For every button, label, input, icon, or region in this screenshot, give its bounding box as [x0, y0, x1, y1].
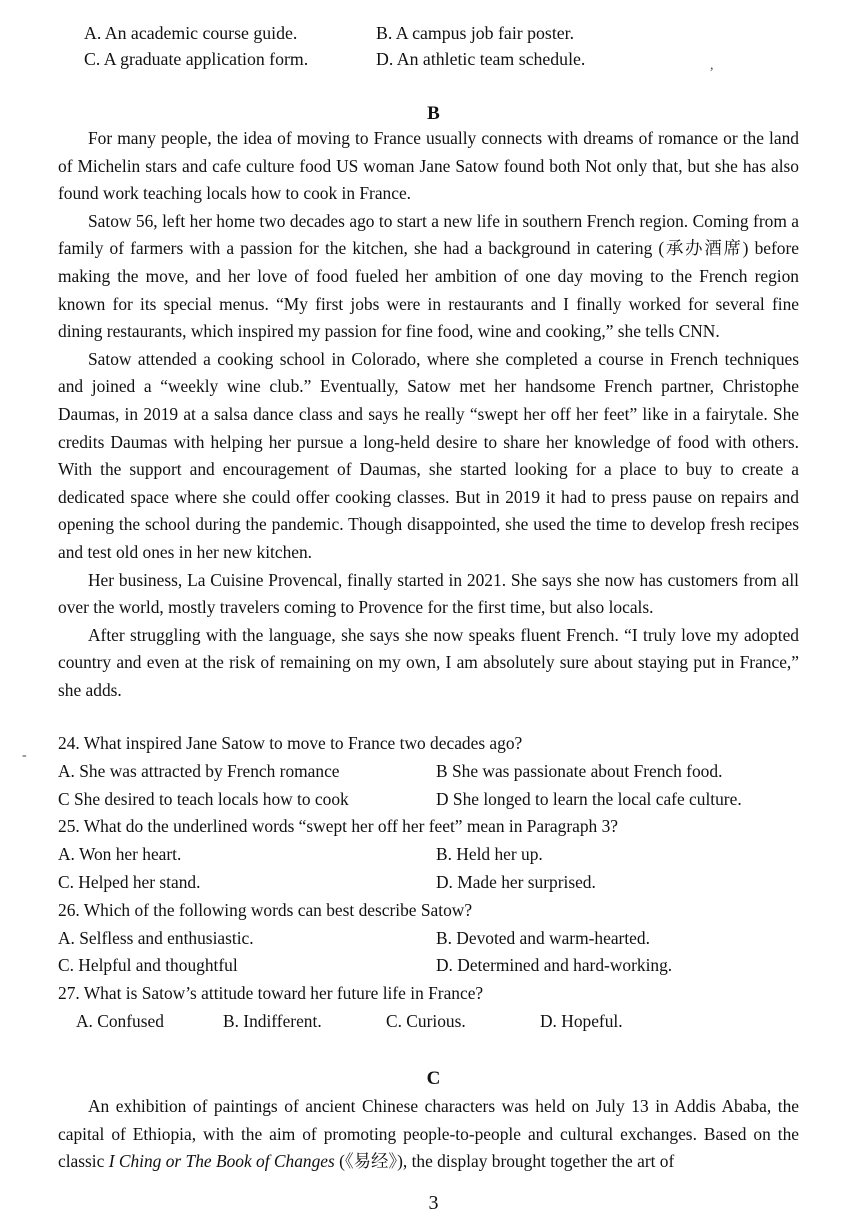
section-b-heading: B — [427, 103, 440, 124]
book-title: I Ching or The Book of Changes — [108, 1151, 335, 1172]
answer-option[interactable]: A. Won her heart. — [58, 844, 182, 865]
option-d[interactable]: D. An athletic team schedule. — [376, 49, 586, 69]
paragraph: For many people, the idea of moving to France usually connects with dreams of romance or the land of Michelin stars and cafe culture food US woman Jane Satow found both Not only that, but she has also found work teaching locals how to cook in France. — [58, 128, 799, 204]
option-b[interactable]: B. A campus job fair poster. — [376, 23, 575, 43]
answer-option[interactable]: A. Selfless and enthusiastic. — [58, 927, 254, 948]
question-stem: 25. What do the underlined words “swept her off her feet” mean in Paragraph 3? — [58, 816, 619, 837]
answer-option[interactable]: B. Held her up. — [436, 844, 543, 865]
answer-option[interactable]: D She longed to learn the local cafe culture. — [436, 788, 742, 809]
question-stem: 27. What is Satow’s attitude toward her future life in France? — [58, 983, 484, 1004]
scan-mark-icon: - — [22, 748, 27, 763]
paragraph: Satow 56, left her home two decades ago to start a new life in southern French region. Coming from a family of farmers with a passion for the kitchen, she had a background in catering (承办酒席) before making the move, and her love of food fueled her ambition of one day moving to the French region known for its special menus. “My first jobs were in restaurants and I finally worked for several fine dining restaurants, which inspired my passion for fine food, wine and cooking,” she tells CNN. — [58, 210, 799, 342]
paragraph-text: (《易经》), the display brought together the art of — [334, 1151, 675, 1172]
answer-option[interactable]: D. Hopeful. — [540, 1010, 623, 1031]
option-a[interactable]: A. An academic course guide. — [84, 23, 298, 43]
section-b-passage — [58, 125, 799, 704]
question-stem: 24. What inspired Jane Satow to move to France two decades ago? — [58, 733, 523, 753]
answer-option[interactable]: A. Confused — [76, 1010, 164, 1031]
paragraph: After struggling with the language, she says she now speaks fluent French. “I truly love my adopted country and even at the risk of remaining on my own, I am absolutely sure about staying put in France,” she adds. — [58, 624, 799, 700]
previous-question-options — [0, 20, 867, 72]
scan-mark-icon: , — [710, 58, 714, 73]
question-list — [58, 730, 818, 1036]
option-c[interactable]: C. A graduate application form. — [84, 49, 309, 69]
answer-option[interactable]: D. Made her surprised. — [436, 871, 596, 892]
paragraph-text: An exhibition of paintings of ancient Chinese characters was held on July 13 in Addis Ababa, the capital of Ethiopia, with the aim of promoting people-to-people and cultural exchanges. Based on the classic — [58, 1096, 799, 1172]
answer-option[interactable]: B. Indifferent. — [223, 1010, 322, 1031]
answer-option[interactable]: D. Determined and hard-working. — [436, 955, 673, 976]
section-c-heading: C — [426, 1068, 441, 1089]
answer-option[interactable]: C. Helpful and thoughtful — [58, 955, 238, 976]
answer-option[interactable]: A. She was attracted by French romance — [58, 760, 340, 781]
answer-option[interactable]: C She desired to teach locals how to cook — [58, 788, 349, 809]
paragraph: Her business, La Cuisine Provencal, finally started in 2021. She says she now has customers from all over the world, mostly travelers coming to Provence for the first time, but also locals. — [58, 569, 799, 618]
paragraph — [58, 1093, 799, 1176]
section-c-passage — [58, 1093, 799, 1176]
answer-option[interactable]: B. Devoted and warm-hearted. — [436, 927, 650, 948]
answer-option[interactable]: C. Helped her stand. — [58, 871, 201, 892]
answer-option[interactable]: C. Curious. — [386, 1010, 466, 1031]
answer-option[interactable]: B She was passionate about French food. — [436, 760, 723, 781]
page-number: 3 — [428, 1192, 439, 1214]
paragraph: Satow attended a cooking school in Colorado, where she completed a course in French techniques and joined a “weekly wine club.” Eventually, Satow met her handsome French partner, Christophe Daumas, in 2019 at a salsa dance class and says he really “swept her off her feet” like in a fairytale. She credits Daumas with helping her pursue a long-held desire to share her knowledge of food with others. With the support and encouragement of Daumas, she started looking for a place to buy to create a dedicated space where she could offer cooking classes. But in 2019 it had to press pause on repairs and opening the school during the pandemic. Though disappointed, she used the time to develop fresh recipes and test old ones in her new kitchen. — [58, 348, 799, 562]
question-stem: 26. Which of the following words can best describe Satow? — [58, 899, 473, 920]
